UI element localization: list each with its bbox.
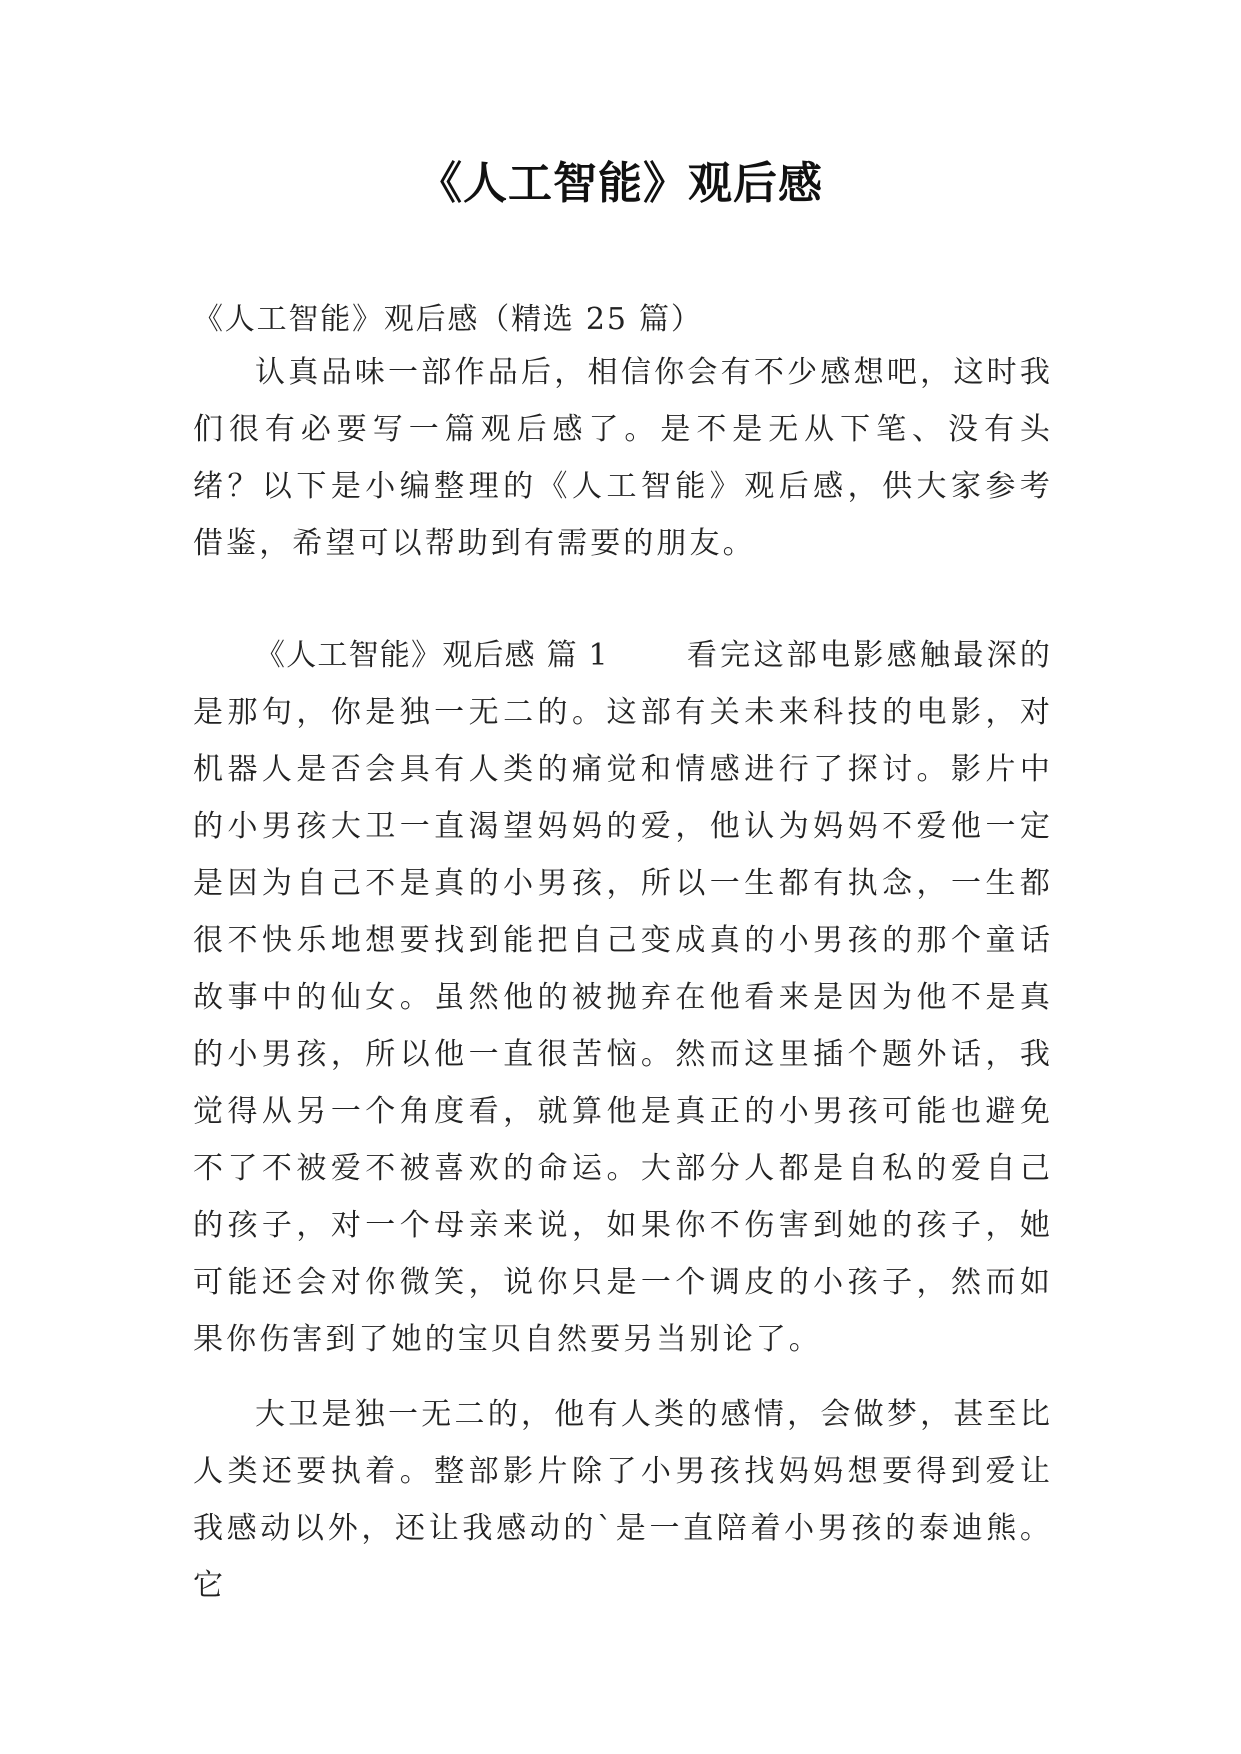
section-1-paragraph bbox=[193, 627, 1053, 1368]
document-subtitle: 《人工智能》观后感（精选 25 篇） bbox=[193, 302, 703, 337]
intro-paragraph: 认真品味一部作品后，相信你会有不少感想吧，这时我们很有必要写一篇观后感了。是不是无从下笔、没有头绪？以下是小编整理的《人工智能》观后感，供大家参考借鉴，希望可以帮助到有需要的朋友。 bbox=[193, 355, 1053, 561]
document-title: 《人工智能》观后感 bbox=[418, 158, 823, 209]
section-1-paragraph-2: 大卫是独一无二的，他有人类的感情，会做梦，甚至比人类还要执着。整部影片除了小男孩找妈妈想要得到爱让我感动以外，还让我感动的`是一直陪着小男孩的泰迪熊。它 bbox=[193, 1397, 1053, 1603]
section-1-heading: 《人工智能》观后感 篇 1 bbox=[255, 638, 609, 673]
section-1-text: 看完这部电影感触最深的是那句，你是独一无二的。这部有关未来科技的电影，对机器人是否会具有人类的痛觉和情感进行了探讨。影片中的小男孩大卫一直渴望妈妈的爱，他认为妈妈不爱他一定是因为自己不是真的小男孩，所以一生都有执念，一生都很不快乐地想要找到能把自己变成真的小男孩的那个童话故事中的仙女。虽然他的被抛弃在他看来是因为他不是真的小男孩，所以他一直很苦恼。然而这里插个题外话，我觉得从另一个角度看，就算他是真正的小男孩可能也避免不了不被爱不被喜欢的命运。大部分人都是自私的爱自己的孩子，对一个母亲来说，如果你不伤害到她的孩子，她可能还会对你微笑，说你只是一个调皮的小孩子，然而如果你伤害到了她的宝贝自然要另当别论了。 bbox=[193, 638, 1053, 1357]
